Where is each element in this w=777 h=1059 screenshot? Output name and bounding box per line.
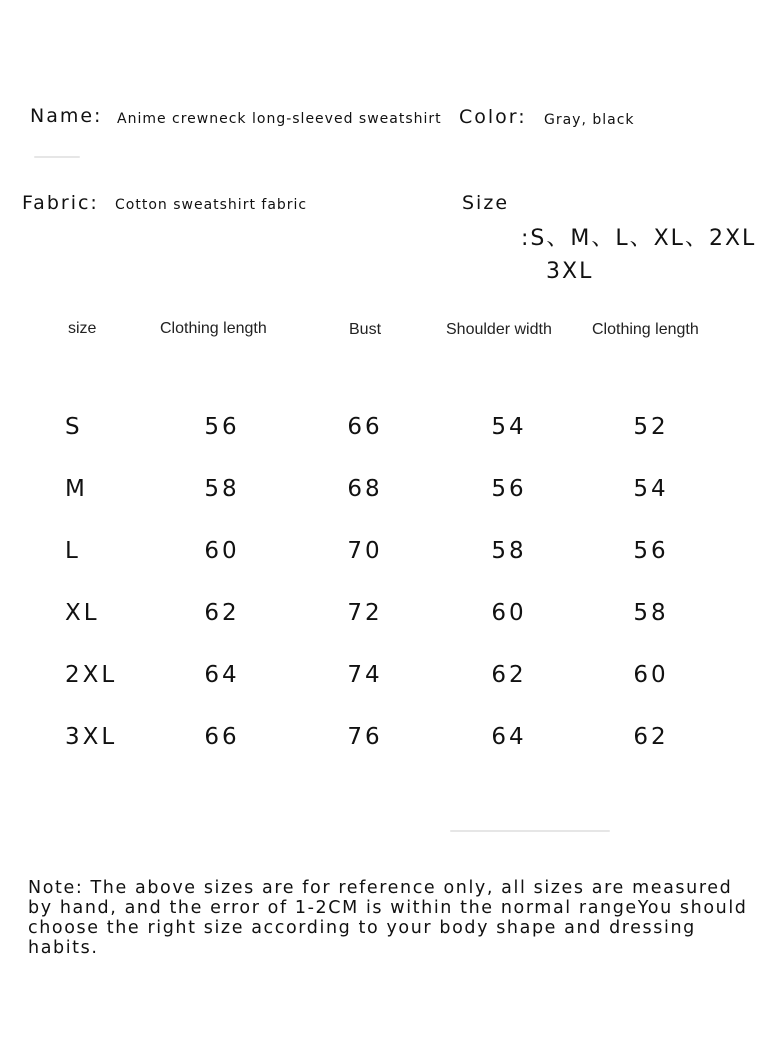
decorative-smudge: [34, 156, 80, 158]
table-header-bust: Bust: [349, 321, 382, 338]
cell-bust: 76: [347, 724, 383, 750]
cell-clothing-length: 66: [204, 724, 240, 750]
color-value: Gray, black: [544, 112, 635, 128]
cell-clothing-length-2: 60: [633, 662, 669, 688]
cell-bust: 70: [347, 538, 383, 564]
cell-bust: 74: [347, 662, 383, 688]
name-label: Name:: [30, 105, 103, 127]
decorative-smudge: [450, 830, 610, 832]
cell-bust: 68: [347, 476, 383, 502]
cell-size: 2XL: [65, 662, 118, 688]
cell-shoulder-width: 54: [491, 414, 527, 440]
cell-clothing-length-2: 62: [633, 724, 669, 750]
table-header-size: size: [68, 320, 97, 337]
cell-shoulder-width: 60: [491, 600, 527, 626]
size-label: Size: [462, 192, 510, 214]
cell-clothing-length-2: 58: [633, 600, 669, 626]
cell-shoulder-width: 56: [491, 476, 527, 502]
cell-shoulder-width: 64: [491, 724, 527, 750]
cell-size: S: [65, 414, 83, 440]
cell-bust: 66: [347, 414, 383, 440]
name-value: Anime crewneck long-sleeved sweatshirt: [117, 111, 442, 127]
cell-clothing-length: 60: [204, 538, 240, 564]
color-label: Color:: [459, 106, 527, 128]
cell-clothing-length: 62: [204, 600, 240, 626]
cell-shoulder-width: 58: [491, 538, 527, 564]
table-header-clothing-length-2: Clothing length: [592, 321, 699, 338]
table-header-shoulder-width: Shoulder width: [446, 321, 552, 338]
cell-clothing-length: 56: [204, 414, 240, 440]
table-header-clothing-length: Clothing length: [160, 320, 267, 337]
cell-size: M: [65, 476, 88, 502]
cell-size: XL: [65, 600, 100, 626]
cell-clothing-length-2: 52: [633, 414, 669, 440]
size-values-line2: 3XL: [546, 259, 594, 284]
cell-clothing-length: 64: [204, 662, 240, 688]
cell-shoulder-width: 62: [491, 662, 527, 688]
size-note: Note: The above sizes are for reference only, all sizes are measured by hand, and the error of 1-2CM is within the normal rangeYou should choose the right size according to your body shape and dressing habits.: [28, 878, 748, 958]
cell-size: 3XL: [65, 724, 118, 750]
cell-clothing-length-2: 56: [633, 538, 669, 564]
cell-clothing-length-2: 54: [633, 476, 669, 502]
fabric-value: Cotton sweatshirt fabric: [115, 197, 308, 213]
fabric-label: Fabric:: [22, 192, 99, 214]
size-values-line1: :S、M、L、XL、2XL: [521, 226, 757, 251]
cell-clothing-length: 58: [204, 476, 240, 502]
cell-size: L: [65, 538, 81, 564]
cell-bust: 72: [347, 600, 383, 626]
